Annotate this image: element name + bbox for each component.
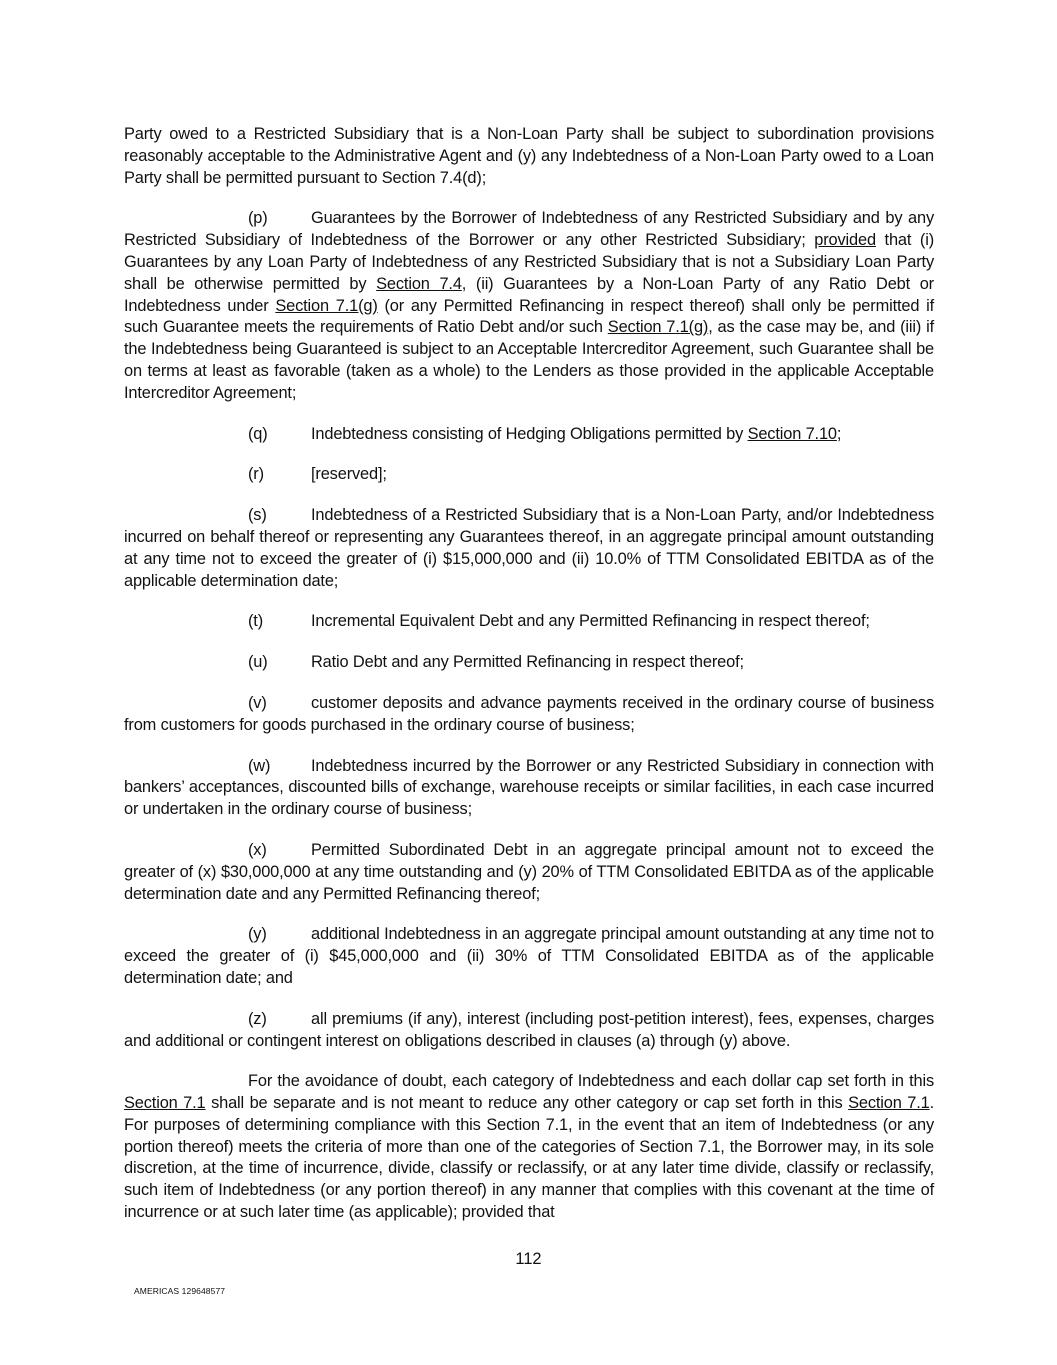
clause-label-t: (t) — [248, 612, 264, 631]
document-code: AMERICAS 129648577 — [134, 1286, 226, 1296]
section-reference: Section 7.1(g) — [607, 318, 709, 337]
section-reference: Section 7.4 — [376, 274, 462, 293]
clause-label-y: (y) — [248, 925, 267, 944]
paragraph-s: (s) Indebtedness of a Restricted Subsidiary that is a Non-Loan Party, and/or Indebtedness incurred on behalf thereof or representing any Guarantees thereof, in an aggregate principal amount outstanding at any time not to exceed the greater of (i) $15,000,000 and (ii) 10.0% of TTM Consolidated EBITDA as of the applicable determination date; — [124, 506, 934, 590]
provided-term: provided — [814, 231, 876, 250]
clause-label-x: (x) — [248, 840, 267, 859]
clause-label-z: (z) — [248, 1009, 267, 1028]
page-number: 112 — [515, 1250, 542, 1268]
paragraph-x: (x) Permitted Subordinated Debt in an aggregate principal amount not to exceed the greater of (x) $30,000,000 at any time outstanding and (y) 20% of TTM Consolidated EBITDA as of the applicable determination date and any Permitted Refinancing thereof; — [124, 840, 934, 903]
paragraph-v: (v) customer deposits and advance payments received in the ordinary course of business from customers for goods purchased in the ordinary course of business; — [124, 693, 934, 734]
paragraph-u: (u) Ratio Debt and any Permitted Refinancing in respect thereof; — [124, 652, 934, 674]
section-reference: Section 7.1 — [124, 1094, 206, 1113]
paragraph-w: (w) Indebtedness incurred by the Borrower or any Restricted Subsidiary in connection with bankers’ acceptances, discounted bills of exchange, warehouse receipts or similar facilities, in each case incurred or undertaken in the ordinary course of business; — [124, 756, 934, 819]
clause-label-u: (u) — [248, 653, 268, 672]
paragraph-y: (y) additional Indebtedness in an aggregate principal amount outstanding at any time not to exceed the greater of (i) $45,000,000 and (ii) 30% of TTM Consolidated EBITDA as of the applicable determination date; and — [124, 925, 934, 987]
clause-label-r: (r) — [248, 465, 264, 484]
paragraph-r: (r) [reserved]; — [124, 464, 934, 486]
paragraph-p: (p) Guarantees by the Borrower of Indebtedness of any Restricted Subsidiary and by any Restricted Subsidiary of Indebtedness of the Borrower or any other Restricted Subsidiary; provided that (i) Guarantees by any Loan Party of Indebtedness of any Restricted Subsidiary that is not a Subsidiary Loan Party shall be otherwise permitted by Section 7.4, (ii) Guarantees by a Non-Loan Party of any Ratio Debt or Indebtedness under Section 7.1(g) (or any Permitted Refinancing in respect thereof) shall only be permitted if such Guarantee meets the requirements of Ratio Debt and/or such Section 7.1(g), as the case may be, and (iii) if the Indebtedness being Guaranteed is subject to an Acceptable Intercreditor Agreement, such Guarantee shall be on terms at least as favorable (taken as a whole) to the Lenders as those provided in the applicable Acceptable Intercreditor Agreement; — [124, 209, 935, 402]
clause-label-s: (s) — [248, 506, 267, 525]
paragraph-t: (t) Incremental Equivalent Debt and any Permitted Refinancing in respect thereof; — [124, 611, 934, 633]
paragraph-final: For the avoidance of doubt, each category of Indebtedness and each dollar cap set forth in this Section 7.1 shall be separate and is not meant to reduce any other category or cap set forth in this Section 7.1. For purposes of determining compliance with this Section 7.1, in the event that an item of Indebtedness (or any portion thereof) meets the criteria of more than one of the categories of Section 7.1, the Borrower may, in its sole discretion, at the time of incurrence, divide, classify or reclassify, or at any later time divide, classify or reclassify, such item of Indebtedness (or any portion thereof) in any manner that complies with this covenant at the time of incurrence or at such later time (as applicable); provided that — [124, 1072, 935, 1222]
section-reference: Section 7.1(g) — [275, 296, 378, 315]
clause-label-v: (v) — [248, 693, 267, 712]
clause-label-q: (q) — [248, 424, 268, 443]
clause-label-p: (p) — [248, 209, 268, 228]
paragraph-o-continuation: Party owed to a Restricted Subsidiary that is a Non-Loan Party shall be subject to subordination provisions reasonably acceptable to the Administrative Agent and (y) any Indebtedness of a Non-Loan Party owed to a Loan Party shall be permitted pursuant to Section 7.4(d); — [124, 125, 934, 187]
document-body — [124, 124, 934, 1243]
clause-label-w: (w) — [248, 756, 271, 775]
section-reference: Section 7.10 — [747, 424, 837, 443]
paragraph-q: (q) Indebtedness consisting of Hedging Obligations permitted by Section 7.10; — [124, 424, 934, 446]
section-reference: Section 7.1 — [848, 1094, 930, 1113]
paragraph-z: (z) all premiums (if any), interest (including post-petition interest), fees, expenses, charges and additional or contingent interest on obligations described in clauses (a) through (y) above. — [124, 1009, 934, 1050]
